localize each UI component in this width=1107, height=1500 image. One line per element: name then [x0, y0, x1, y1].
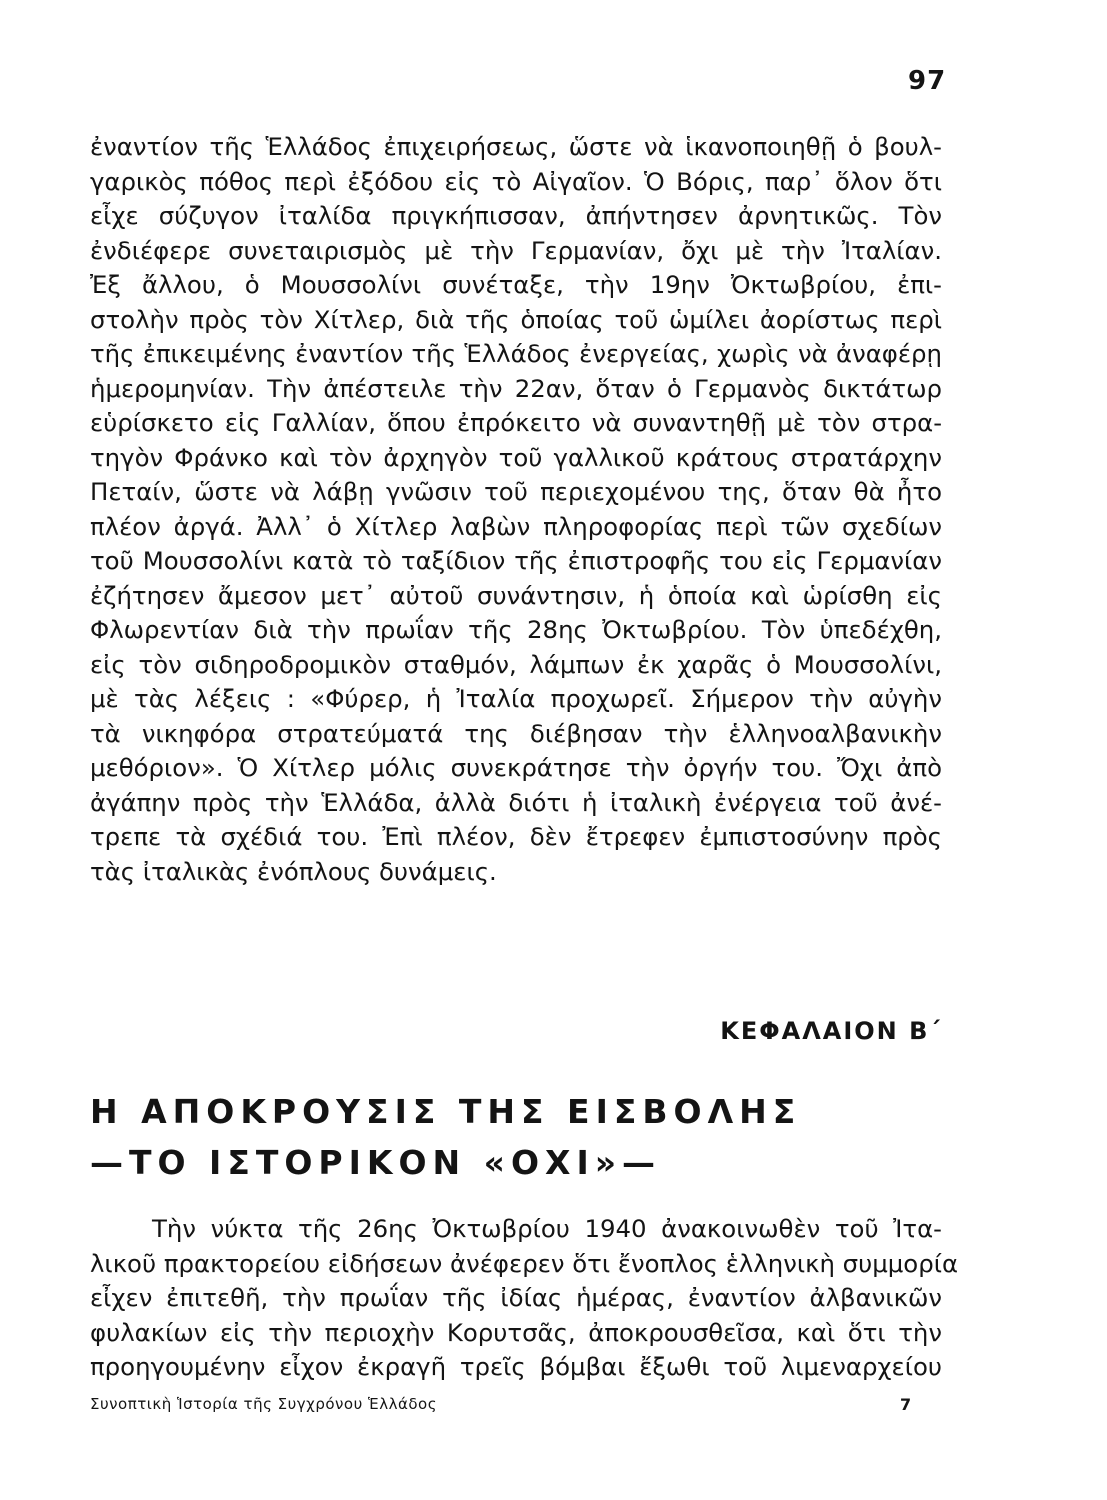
text-line: τὰς ἰταλικὰς ἐνόπλους δυνάμεις.: [90, 856, 497, 886]
text-line: τὰ νικηφόρα στρατεύματά της διέβησαν τὴν ἑλληνοαλβανικὴν: [90, 718, 942, 748]
text-line: στολὴν πρὸς τὸν Χίτλερ, διὰ τῆς ὁποίας τοῦ ὡμίλει ἀορίστως περὶ: [90, 304, 942, 334]
text-line: μὲ τὰς λέξεις : «Φύρερ, ἡ Ἰταλία προχωρεῖ. Σήμερον τὴν αὐγὴν: [90, 684, 942, 713]
text-line: ἐναντίον τῆς Ἑλλάδος ἐπιχειρήσεως, ὥστε νὰ ἱκανοποιηθῇ ὁ βουλ-: [90, 132, 942, 161]
footer-signature: Συνοπτικὴ Ἱστορία τῆς Συγχρόνου Ἑλλάδος: [90, 1395, 438, 1413]
page-number: 97: [908, 66, 947, 96]
text-line: πλέον ἀργά. Ἀλλ᾽ ὁ Χίτλερ λαβὼν πληροφορίας περὶ τῶν σχεδίων: [90, 511, 942, 541]
text-line: ἀγάπην πρὸς τὴν Ἑλλάδα, ἀλλὰ διότι ἡ ἰταλικὴ ἐνέργεια τοῦ ἀνέ-: [90, 787, 942, 817]
text-line: Τὴν νύκτα τῆς 26ης Ὀκτωβρίου 1940 ἀνακοινωθὲν τοῦ Ἰτα-: [152, 1214, 942, 1243]
text-line: εἰς τὸν σιδηροδρομικὸν σταθμόν, λάμπων ἐκ χαρᾶς ὁ Μουσσολίνι,: [90, 649, 942, 679]
text-line: Πεταίν, ὥστε νὰ λάβῃ γνῶσιν τοῦ περιεχομένου της, ὅταν θὰ ἦτο: [90, 477, 942, 506]
text-line: λικοῦ πρακτορείου εἰδήσεων ἀνέφερεν ὅτι ἔνοπλος ἑλληνικὴ συμμορία: [90, 1248, 959, 1278]
text-line: εἶχεν ἐπιτεθῆ, τὴν πρωΐαν τῆς ἰδίας ἡμέρας, ἐναντίον ἀλβανικῶν: [90, 1283, 942, 1312]
chapter-title-line-1: Η ΑΠΟΚΡΟΥΣΙΣ ΤΗΣ ΕΙΣΒΟΛΗΣ: [90, 1092, 802, 1131]
chapter-title-line-2: —ΤΟ ΙΣΤΟΡΙΚΟΝ «ΟΧΙ»—: [90, 1143, 662, 1182]
text-line: ἐζήτησεν ἄμεσον μετ᾽ αὐτοῦ συνάντησιν, ἡ ὁποία καὶ ὡρίσθη εἰς: [90, 580, 942, 610]
text-line: ἐνδιέφερε συνεταιρισμὸς μὲ τὴν Γερμανίαν, ὄχι μὲ τὴν Ἰταλίαν.: [90, 235, 942, 265]
text-line: γαρικὸς πόθος περὶ ἐξόδου εἰς τὸ Αἰγαῖον. Ὁ Βόρις, παρ᾽ ὅλον ὅτι: [90, 166, 942, 196]
body-paragraph: [90, 130, 942, 889]
text-line: τηγὸν Φράνκο καὶ τὸν ἀρχηγὸν τοῦ γαλλικοῦ κράτους στρατάρχην: [90, 442, 942, 472]
text-line: φυλακίων εἰς τὴν περιοχὴν Κορυτσᾶς, ἀποκρουσθεῖσα, καὶ ὅτι τὴν: [90, 1317, 942, 1347]
text-line: εὑρίσκετο εἰς Γαλλίαν, ὅπου ἐπρόκειτο νὰ συναντηθῇ μὲ τὸν στρα-: [90, 408, 942, 437]
footer-signature-number: 7: [900, 1395, 912, 1414]
text-line: ἡμερομηνίαν. Τὴν ἀπέστειλε τὴν 22αν, ὅταν ὁ Γερμανὸς δικτάτωρ: [90, 373, 942, 403]
section-paragraph: [90, 1212, 959, 1385]
text-line: μεθόριον». Ὁ Χίτλερ μόλις συνεκράτησε τὴν ὀργήν του. Ὄχι ἀπὸ: [90, 753, 942, 782]
text-line: προηγουμένην εἶχον ἐκραγῆ τρεῖς βόμβαι ἔξωθι τοῦ λιμεναρχείου: [90, 1352, 942, 1381]
text-line: εἶχε σύζυγον ἰταλίδα πριγκήπισσαν, ἀπήντησεν ἀρνητικῶς. Τὸν: [90, 201, 942, 230]
text-line: τοῦ Μουσσολίνι κατὰ τὸ ταξίδιον τῆς ἐπιστροφῆς του εἰς Γερμανίαν: [90, 546, 942, 575]
text-line: Φλωρεντίαν διὰ τὴν πρωΐαν τῆς 28ης Ὀκτωβρίου. Τὸν ὑπεδέχθη,: [90, 615, 942, 644]
text-line: τρεπε τὰ σχέδιά του. Ἐπὶ πλέον, δὲν ἔτρεφεν ἐμπιστοσύνην πρὸς: [90, 822, 942, 851]
text-line: τῆς ἐπικειμένης ἐναντίον τῆς Ἑλλάδος ἐνεργείας, χωρὶς νὰ ἀναφέρῃ: [90, 339, 942, 368]
text-line: Ἐξ ἄλλου, ὁ Μουσσολίνι συνέταξε, τὴν 19ην Ὀκτωβρίου, ἐπι-: [90, 270, 942, 299]
chapter-label: ΚΕΦΑΛΑΙΟΝ Β΄: [720, 1017, 942, 1045]
